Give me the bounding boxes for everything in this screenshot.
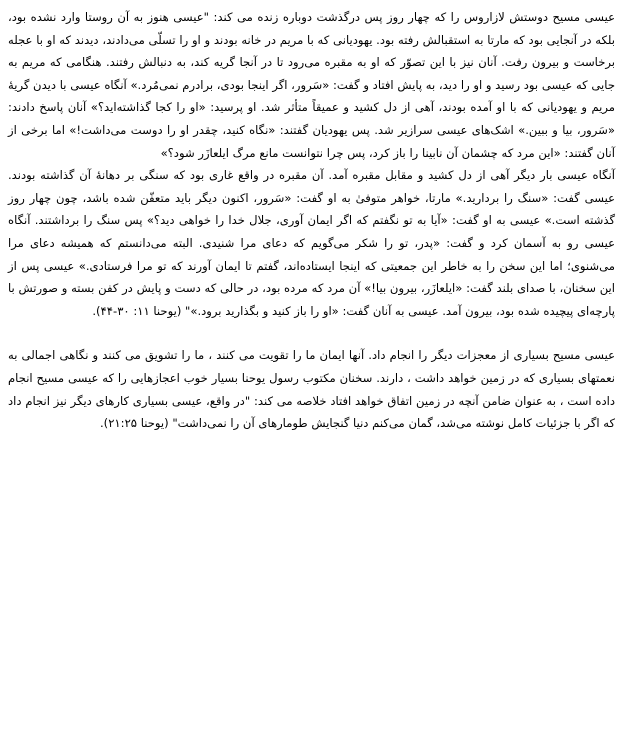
paragraph-tomb-opened: آنگاه عیسی بار دیگر آهی از دل کشید و مقابل مقبره آمد. آن مقبره در واقع غاری بود که سنگی بر دهانهٔ آن گذاشته بودند. عیسی گفت: «سنگ را بردارید.» مارتا، خواهر متوفیٰ به او گفت: «سَرور، اکنون دیگر باید متعفّن شده باشد، چون چهار روز گذشته است.» عیسی به او گفت: «آیا به تو نگفتم که اگر ایمان آوری، جلال خدا را خواهی دید؟» پس سنگ را برداشتند. آنگاه عیسی رو به آسمان کرد و گفت: «پدر، تو را شکر می‌گویم که دعای مرا شنیدی. البته می‌دانستم که همیشه دعای مرا می‌شنوی؛ اما این سخن را به خاطر این جمعیتی که اینجا ایستاده‌اند، گفتم تا ایمان آورند که تو مرا فرستادی.» عیسی پس از این سخنان، با صدای بلند گفت: «ایلعازَر، بیرون بیا!» آن مرد که مرده بود، در حالی که دست و پایش در کفن بسته و صورتش با پارچه‌ای پیچیده شده بود، بیرون آمد. عیسی به آنان گفت: «او را باز کنید و بگذارید برود.»" (یوحنا ۱۱: ۳۰-۴۴). bbox=[8, 168, 615, 318]
paragraph-other-miracles: عیسی مسیح بسیاری از معجزات دیگر را انجام داد. آنها ایمان ما را تقویت می کنند ، ما را تشویق می کنند و نگاهی اجمالی به نعمتهای بسیاری که در زمین خواهد داشت ، دارند. سخنان مکتوب رسول یوحنا بسیار خوب اعجازهایی را که عیسی مسیح انجام داده است ، به عنوان ضامن آنچه در زمین اتفاق خواهد افتاد خلاصه می کند: "در واقع، عیسی بسیاری کارهای دیگر نیز انجام داد که اگر با جزئیات کامل نوشته می‌شد، گمان می‌کنم دنیا گنجایش طومارهای آن را نمی‌داشت" (یوحنا ۲۱:۲۵). bbox=[8, 348, 615, 431]
paragraph-gap bbox=[8, 322, 615, 344]
paragraph-lazarus-raised: عیسی مسیح دوستش لازاروس را که چهار روز پس درگذشت دوباره زنده می کند: "عیسی هنوز به آن روستا وارد نشده بود، بلکه در آنجایی بود که مارتا به استقبالش رفته بود. یهودیانی که با مریم در خانه بودند و او را تسلّی می‌دادند، دیدند که او با عجله برخاست و بیرون رفت. آنان نیز با این تصوّر که او به مقبره می‌رود تا در آنجا گریه کند، به دنبالش رفتند. هنگامی که مریم به جایی که عیسی بود رسید و او را دید، به پایش افتاد و گفت: «سَرور، اگر اینجا بودی، برادرم نمی‌مُرد.» آنگاه عیسی با دیدن گریهٔ مریم و یهودیانی که با او آمده بودند، آهی از دل کشید و عمیقاً متأثر شد. او پرسید: «او را کجا گذاشته‌اید؟» آنان پاسخ دادند: «سَرور، بیا و ببین.» اشک‌های عیسی سرازیر شد. پس یهودیان گفتند: «نگاه کنید، چقدر او را دوست می‌داشت!» اما برخی از آنان گفتند: «این مرد که چشمان آن نابینا را باز کرد، پس چرا نتوانست مانع مرگ ایلعازَر شود؟» bbox=[8, 10, 615, 160]
